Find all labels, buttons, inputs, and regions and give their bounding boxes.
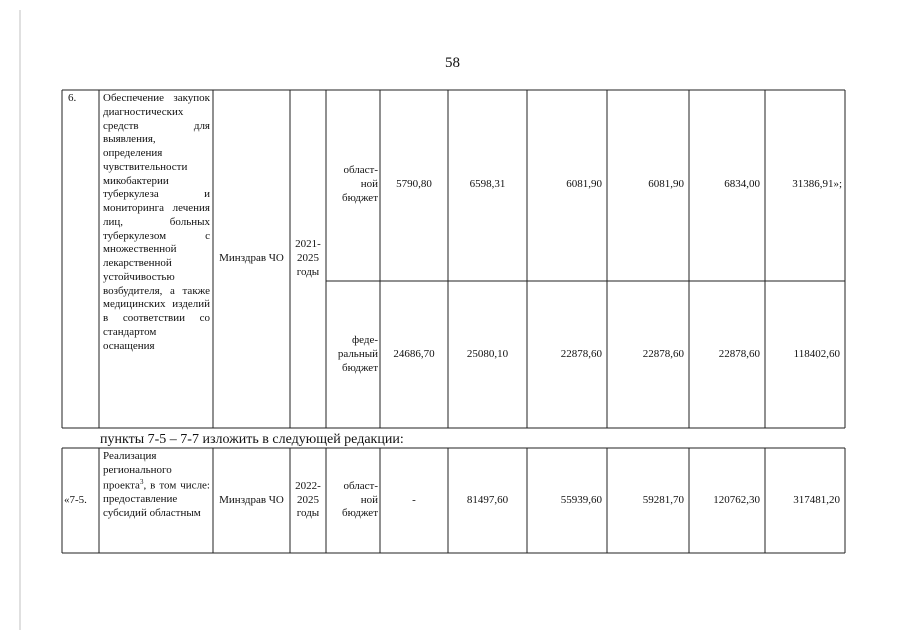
executor-cell: Минздрав ЧО	[219, 493, 284, 506]
funding-source-cell: област-ной бюджет	[342, 479, 378, 520]
page-number: 58	[445, 55, 460, 71]
section-caption: пункты 7-5 – 7-7 изложить в следующей редакции:	[100, 432, 404, 447]
total-value-cell: 118402,60	[793, 348, 840, 361]
value-cell: 55939,60	[560, 493, 602, 506]
funding-source-cell: феде-ральный бюджет	[337, 334, 378, 374]
row-number-cell: «7-5.	[64, 493, 87, 506]
value-cell: 81497,60	[466, 493, 509, 506]
value-cell: 22878,60	[560, 348, 602, 361]
value-cell: 22878,60	[642, 348, 684, 361]
value-cell: 22878,60	[718, 348, 760, 361]
value-cell: 24686,70	[393, 348, 435, 361]
description-text-continued: , в том числе: предоставление субсидий областным	[103, 479, 210, 519]
row-number-cell: 6.	[68, 92, 77, 104]
value-cell: 25080,10	[466, 348, 509, 361]
row-description-cell: Обеспечение закупок диагностических средств для выявления, определения чувствительности микобактерии туберкулеза и мониторинга лечения лиц, больных туберкулезом с множественной лекарственной устойчивостью возбудителя, а также медицинских изделий в соответствии со стандартом оснащения	[103, 92, 210, 352]
value-cell: 6598,31	[469, 178, 506, 191]
total-value-cell: 317481,20	[793, 493, 840, 506]
total-value-cell: 31386,91»;	[792, 178, 842, 191]
value-cell: 6081,90	[566, 178, 602, 191]
value-cell: 6081,90	[648, 178, 684, 191]
period-cell: 2022-2025 годы	[295, 479, 321, 520]
value-cell: 120762,30	[713, 493, 760, 506]
value-cell: 59281,70	[642, 493, 684, 506]
footnote-mark: 3	[139, 477, 144, 486]
description-text: Реализация регионального проекта	[103, 450, 172, 492]
period-cell: 2021-2025 годы	[295, 238, 321, 278]
funding-source-cell: област-ной бюджет	[342, 164, 378, 204]
value-cell: -	[412, 493, 416, 506]
value-cell: 5790,80	[396, 178, 432, 191]
executor-cell: Минздрав ЧО	[219, 252, 284, 265]
value-cell: 6834,00	[724, 178, 760, 191]
row-description-cell	[99, 448, 213, 553]
